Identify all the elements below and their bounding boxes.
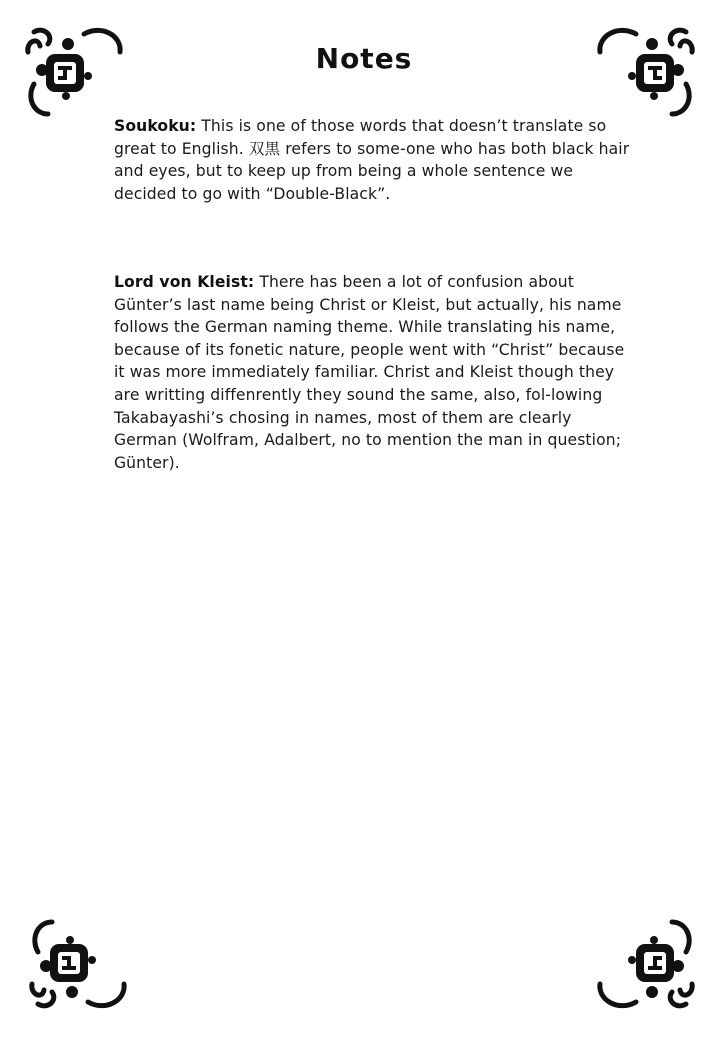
note-term: Lord von Kleist: (114, 273, 255, 291)
corner-ornament-icon (28, 914, 128, 1014)
page-title: Notes (315, 42, 413, 75)
note-soukoku (114, 115, 634, 205)
note-lord-von-kleist (114, 271, 634, 474)
note-text: This is one of those words that doesn’t translate so great to English. 双黒 refers to some-one who has both black hair and eyes, but to keep up from being a whole sentence we decided to go with “Double-Black”. (114, 117, 630, 203)
corner-ornament-icon (596, 914, 696, 1014)
note-term: Soukoku: (114, 117, 197, 135)
note-text: There has been a lot of confusion about Günter’s last name being Christ or Kleist, but actually, his name follows the German naming theme. While translating his name, because of its fonetic nature, people went with “Christ” because it was more immediately familiar. Christ and Kleist though they are writting diffenrently they sound the same, also, fol-lowing Takabayashi’s chosing in names, most of them are clearly German (Wolfram, Adalbert, no to mention the man in question; Günter). (114, 273, 625, 472)
